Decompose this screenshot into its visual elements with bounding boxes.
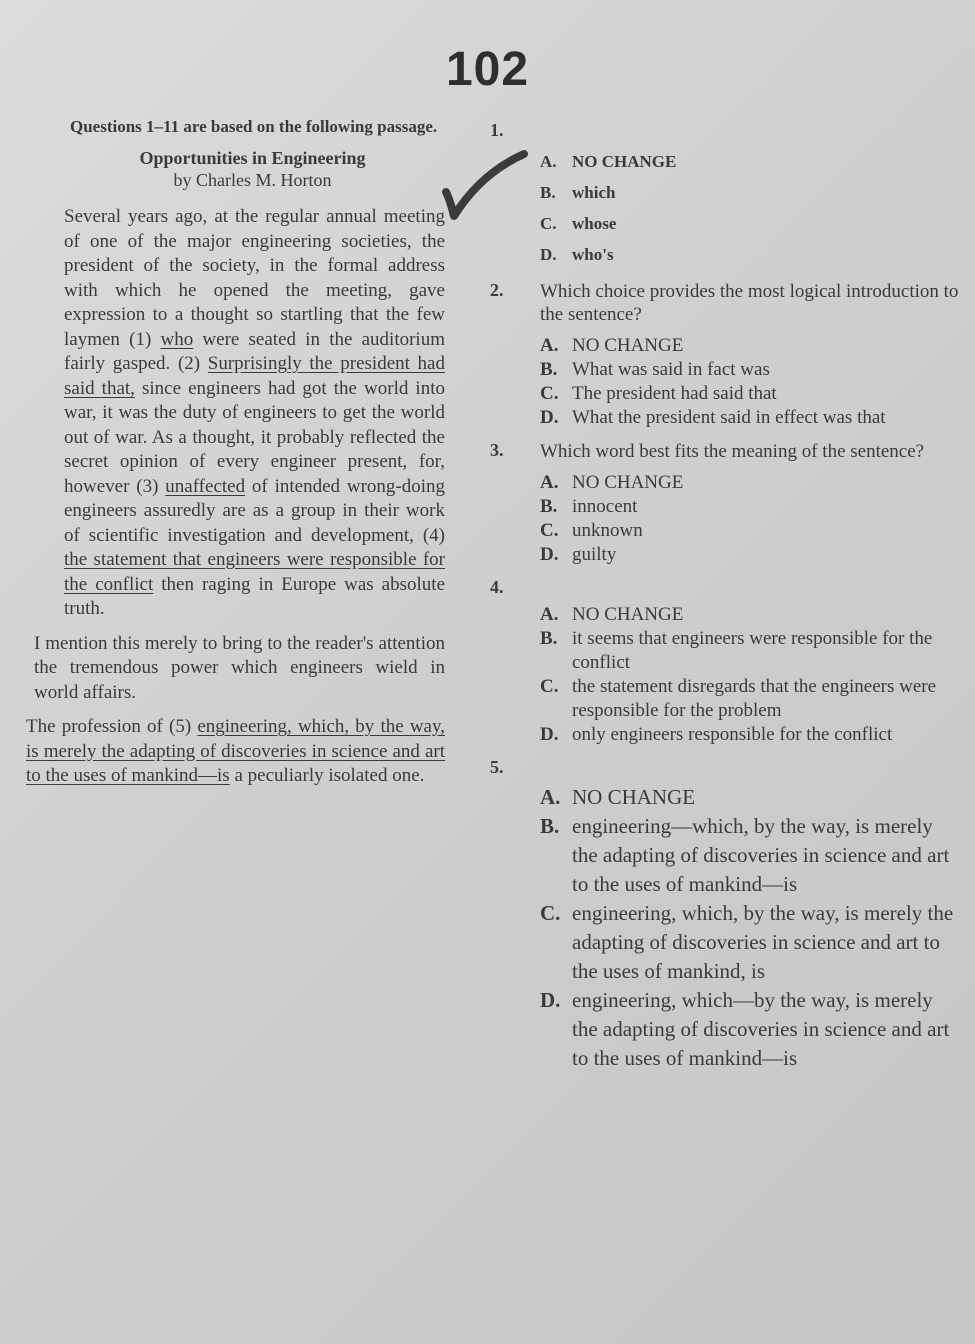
- underlined-text-4: the statement that engineers were responsible for the conflict: [64, 549, 445, 595]
- option-letter: A.: [540, 152, 557, 171]
- question-number: 5.: [490, 757, 504, 777]
- answer-option[interactable]: [540, 986, 960, 1073]
- answer-options: [540, 463, 960, 567]
- answer-option[interactable]: [540, 177, 960, 208]
- option-letter: D.: [540, 245, 557, 264]
- question-ref-3: (3): [136, 475, 166, 497]
- text-run: Several years ago, at the regular annual meeting of one of the major engineering societies, the president of the society, in the formal address with which he opened the meeting, gave expression to a thought so startling that the few laymen: [64, 206, 445, 350]
- question-number: 3.: [490, 440, 504, 460]
- option-text: unknown: [572, 520, 643, 541]
- question-ref-5: (5): [169, 716, 198, 737]
- underlined-text-1: who: [160, 328, 194, 350]
- underlined-text-3: unaffected: [165, 475, 246, 497]
- questions-column: [490, 120, 960, 1083]
- question-ref-4: (4): [422, 524, 445, 546]
- option-text: engineering, which, by the way, is merely the adapting of discoveries in science and art to the uses of mankind, is: [572, 901, 954, 983]
- option-letter: B.: [540, 496, 558, 517]
- option-letter: C.: [540, 520, 559, 541]
- answer-option[interactable]: [540, 406, 960, 430]
- option-text: NO CHANGE: [572, 335, 684, 356]
- underlined-text-2: Surprisingly the president had said that,: [64, 353, 445, 399]
- question-number: 2.: [490, 280, 504, 300]
- passage: [26, 115, 446, 799]
- question-prompt: Which word best fits the meaning of the sentence?: [540, 441, 925, 462]
- text-run: The profession of: [26, 716, 170, 737]
- question-ref-1: (1): [129, 328, 161, 350]
- question-5: [490, 757, 960, 1073]
- question-number: 4.: [490, 577, 504, 597]
- answer-option[interactable]: [540, 334, 960, 358]
- answer-option[interactable]: [540, 812, 960, 899]
- answer-option[interactable]: [540, 146, 960, 177]
- answer-options: [540, 757, 960, 1073]
- answer-options: [540, 326, 960, 430]
- option-letter: B.: [540, 814, 560, 838]
- passage-paragraph-1: [64, 205, 445, 622]
- question-ref-2: (2): [177, 353, 208, 374]
- text-run: then raging in Europe was absolute truth.: [64, 573, 445, 619]
- option-letter: B.: [540, 183, 556, 202]
- option-text: who's: [572, 245, 614, 264]
- passage-title: Opportunities in Engineering: [139, 148, 366, 168]
- answer-option[interactable]: [540, 603, 960, 627]
- option-letter: D.: [540, 407, 559, 428]
- passage-paragraph-3: [26, 715, 445, 789]
- answer-option[interactable]: [540, 723, 960, 747]
- option-text: engineering, which—by the way, is merely the adapting of discoveries in science and art to the uses of mankind—is: [572, 988, 950, 1070]
- option-letter: B.: [540, 628, 558, 649]
- option-text: What the president said in effect was that: [572, 407, 886, 428]
- option-text: whose: [572, 214, 617, 233]
- option-letter: C.: [540, 901, 561, 925]
- option-text: NO CHANGE: [572, 785, 696, 809]
- answer-option[interactable]: [540, 471, 960, 495]
- option-text: guilty: [572, 544, 617, 565]
- text-run: were seated in the auditorium fairly gasped.: [64, 328, 445, 374]
- answer-option[interactable]: [540, 358, 960, 382]
- question-1: [490, 120, 960, 270]
- option-text: NO CHANGE: [572, 604, 684, 625]
- option-text: NO CHANGE: [572, 472, 684, 493]
- question-2: [490, 280, 960, 430]
- option-letter: A.: [540, 335, 559, 356]
- option-text: the statement disregards that the engineers were responsible for the problem: [572, 676, 937, 721]
- option-letter: A.: [540, 472, 559, 493]
- answer-option[interactable]: [540, 208, 960, 239]
- passage-intro: Questions 1–11 are based on the following passage.: [70, 117, 438, 136]
- option-text: which: [572, 183, 616, 202]
- answer-options: [540, 120, 960, 270]
- question-4: [490, 577, 960, 747]
- underlined-text-5: engineering, which, by the way, is merely the adapting of discoveries in science and art to the uses of mankind—is: [26, 716, 445, 786]
- option-letter: C.: [540, 383, 559, 404]
- answer-option[interactable]: [540, 382, 960, 406]
- text-run: of intended wrong-doing engineers assuredly are as a group in their work of scientific investigation and development,: [64, 475, 446, 546]
- option-text: The president had said that: [572, 383, 777, 404]
- answer-option[interactable]: [540, 899, 960, 986]
- text-run: since engineers had got the world into war, it was the duty of engineers to get the world out of war. As a thought, it probably reflected the secret opinion of every engineer present, for, however: [64, 377, 445, 497]
- option-text: engineering—which, by the way, is merely the adapting of discoveries in science and art to the uses of mankind—is: [572, 814, 950, 896]
- option-letter: A.: [540, 604, 559, 625]
- option-letter: B.: [540, 359, 558, 380]
- answer-option[interactable]: [540, 783, 960, 812]
- answer-options: [540, 577, 960, 747]
- option-text: NO CHANGE: [572, 152, 677, 171]
- option-letter: D.: [540, 724, 559, 745]
- answer-option[interactable]: [540, 519, 960, 543]
- passage-paragraph-2: I mention this merely to bring to the reader's attention the tremendous power which engineers wield in world affairs.: [34, 632, 445, 703]
- answer-option[interactable]: [540, 675, 960, 723]
- passage-byline: by Charles M. Horton: [173, 170, 332, 190]
- question-prompt: Which choice provides the most logical introduction to the sentence?: [540, 281, 959, 325]
- answer-option[interactable]: [540, 627, 960, 675]
- answer-option[interactable]: [540, 495, 960, 519]
- question-3: [490, 440, 960, 567]
- option-letter: C.: [540, 214, 557, 233]
- answer-option[interactable]: [540, 543, 960, 567]
- answer-option[interactable]: [540, 239, 960, 270]
- option-text: it seems that engineers were responsible for the conflict: [572, 628, 933, 673]
- option-letter: C.: [540, 676, 559, 697]
- option-text: only engineers responsible for the conflict: [572, 724, 893, 745]
- option-letter: A.: [540, 785, 561, 809]
- page-number: 102: [445, 43, 530, 96]
- text-run: a peculiarly isolated one.: [229, 765, 425, 786]
- option-letter: D.: [540, 544, 559, 565]
- option-text: innocent: [572, 496, 638, 517]
- option-text: What was said in fact was: [572, 359, 770, 380]
- option-letter: D.: [540, 988, 561, 1012]
- question-number: 1.: [490, 120, 504, 140]
